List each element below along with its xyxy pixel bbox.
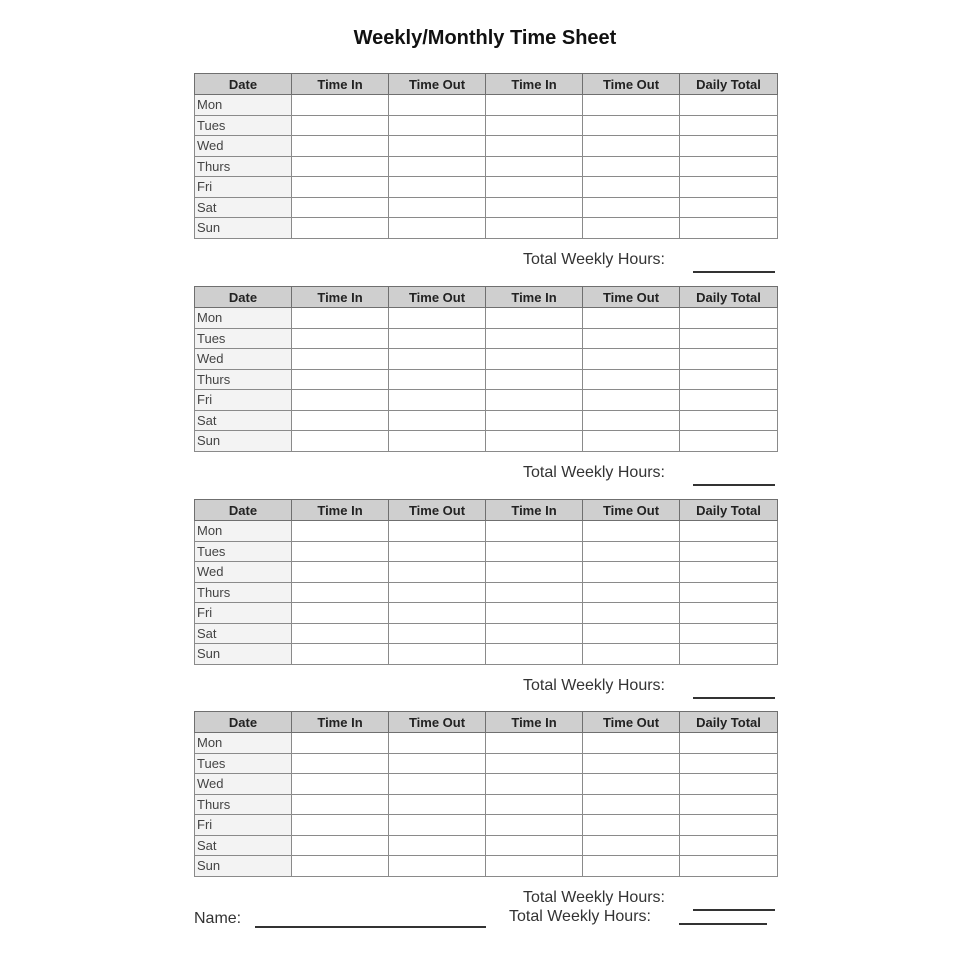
time-entry-cell[interactable] bbox=[486, 644, 583, 665]
time-entry-cell[interactable] bbox=[680, 115, 778, 136]
time-entry-cell[interactable] bbox=[486, 835, 583, 856]
time-entry-cell[interactable] bbox=[583, 623, 680, 644]
table-row bbox=[195, 328, 778, 349]
time-entry-cell[interactable] bbox=[389, 753, 486, 774]
time-entry-cell[interactable] bbox=[583, 521, 680, 542]
name-label: Name: bbox=[194, 910, 242, 927]
table-row bbox=[195, 733, 778, 754]
day-label: Fri bbox=[195, 815, 292, 836]
header-row bbox=[195, 500, 778, 521]
time-entry-cell[interactable] bbox=[680, 156, 778, 177]
table-row bbox=[195, 603, 778, 624]
table-row bbox=[195, 541, 778, 562]
table-row bbox=[195, 349, 778, 370]
table-row bbox=[195, 794, 778, 815]
day-label: Fri bbox=[195, 390, 292, 411]
time-entry-cell[interactable] bbox=[583, 733, 680, 754]
time-entry-cell[interactable] bbox=[486, 218, 583, 239]
table-row bbox=[195, 582, 778, 603]
time-entry-cell[interactable] bbox=[680, 410, 778, 431]
table-row bbox=[195, 197, 778, 218]
table-row bbox=[195, 308, 778, 329]
time-entry-cell[interactable] bbox=[680, 136, 778, 157]
time-entry-cell[interactable] bbox=[486, 521, 583, 542]
time-entry-cell[interactable] bbox=[486, 328, 583, 349]
time-entry-cell[interactable] bbox=[680, 774, 778, 795]
time-entry-cell[interactable] bbox=[583, 541, 680, 562]
time-entry-cell[interactable] bbox=[583, 794, 680, 815]
time-entry-cell[interactable] bbox=[486, 541, 583, 562]
day-label: Mon bbox=[195, 733, 292, 754]
time-entry-cell[interactable] bbox=[389, 541, 486, 562]
time-entry-cell[interactable] bbox=[292, 308, 389, 329]
time-entry-cell[interactable] bbox=[680, 603, 778, 624]
time-entry-cell[interactable] bbox=[389, 308, 486, 329]
time-entry-cell[interactable] bbox=[389, 856, 486, 877]
time-entry-cell[interactable] bbox=[292, 521, 389, 542]
day-label: Sat bbox=[195, 623, 292, 644]
time-entry-cell[interactable] bbox=[292, 856, 389, 877]
day-label: Tues bbox=[195, 328, 292, 349]
time-entry-cell[interactable] bbox=[389, 815, 486, 836]
table-row bbox=[195, 815, 778, 836]
day-label: Sat bbox=[195, 835, 292, 856]
week-block bbox=[194, 286, 778, 481]
time-entry-cell[interactable] bbox=[583, 603, 680, 624]
time-entry-cell[interactable] bbox=[389, 369, 486, 390]
header-row bbox=[195, 287, 778, 308]
time-entry-cell[interactable] bbox=[680, 753, 778, 774]
header-row bbox=[195, 712, 778, 733]
time-entry-cell[interactable] bbox=[389, 156, 486, 177]
time-entry-cell[interactable] bbox=[486, 177, 583, 198]
time-entry-cell[interactable] bbox=[292, 177, 389, 198]
time-entry-cell[interactable] bbox=[486, 349, 583, 370]
time-entry-cell[interactable] bbox=[389, 115, 486, 136]
time-entry-cell[interactable] bbox=[292, 815, 389, 836]
time-entry-cell[interactable] bbox=[583, 644, 680, 665]
day-label: Thurs bbox=[195, 156, 292, 177]
page-title: Weekly/Monthly Time Sheet bbox=[353, 27, 617, 49]
time-entry-cell[interactable] bbox=[486, 582, 583, 603]
time-entry-cell[interactable] bbox=[583, 856, 680, 877]
time-entry-cell[interactable] bbox=[486, 136, 583, 157]
day-label: Mon bbox=[195, 95, 292, 116]
time-entry-cell[interactable] bbox=[583, 218, 680, 239]
time-entry-cell[interactable] bbox=[292, 623, 389, 644]
time-entry-cell[interactable] bbox=[680, 562, 778, 583]
time-entry-cell[interactable] bbox=[389, 794, 486, 815]
day-label: Fri bbox=[195, 603, 292, 624]
time-entry-cell[interactable] bbox=[389, 328, 486, 349]
column-header: Time In bbox=[486, 500, 583, 521]
time-entry-cell[interactable] bbox=[292, 644, 389, 665]
column-header: Daily Total bbox=[680, 287, 778, 308]
time-entry-cell[interactable] bbox=[486, 753, 583, 774]
time-entry-cell[interactable] bbox=[292, 349, 389, 370]
table-row bbox=[195, 431, 778, 452]
time-entry-cell[interactable] bbox=[292, 603, 389, 624]
column-header: Daily Total bbox=[680, 74, 778, 95]
time-entry-cell[interactable] bbox=[680, 856, 778, 877]
day-label: Thurs bbox=[195, 582, 292, 603]
time-entry-cell[interactable] bbox=[583, 431, 680, 452]
time-entry-cell[interactable] bbox=[292, 431, 389, 452]
time-entry-cell[interactable] bbox=[680, 177, 778, 198]
timesheet-table bbox=[194, 73, 778, 239]
time-entry-cell[interactable] bbox=[680, 218, 778, 239]
time-entry-cell[interactable] bbox=[583, 753, 680, 774]
time-entry-cell[interactable] bbox=[389, 390, 486, 411]
time-entry-cell[interactable] bbox=[680, 521, 778, 542]
day-label: Sun bbox=[195, 856, 292, 877]
time-entry-cell[interactable] bbox=[389, 603, 486, 624]
time-entry-cell[interactable] bbox=[680, 582, 778, 603]
table-row bbox=[195, 95, 778, 116]
table-row bbox=[195, 177, 778, 198]
time-entry-cell[interactable] bbox=[389, 644, 486, 665]
day-label: Thurs bbox=[195, 794, 292, 815]
time-entry-cell[interactable] bbox=[583, 136, 680, 157]
time-entry-cell[interactable] bbox=[292, 582, 389, 603]
footer-total-label: Total Weekly Hours: bbox=[509, 908, 651, 925]
time-entry-cell[interactable] bbox=[583, 582, 680, 603]
week-block bbox=[194, 499, 778, 694]
weekly-total-row bbox=[194, 251, 777, 275]
column-header: Time Out bbox=[389, 500, 486, 521]
column-header: Time In bbox=[486, 74, 583, 95]
time-entry-cell[interactable] bbox=[389, 177, 486, 198]
time-entry-cell[interactable] bbox=[389, 835, 486, 856]
column-header: Time In bbox=[292, 500, 389, 521]
table-row bbox=[195, 753, 778, 774]
time-entry-cell[interactable] bbox=[389, 349, 486, 370]
time-entry-cell[interactable] bbox=[389, 410, 486, 431]
total-weekly-hours-label: Total Weekly Hours: bbox=[523, 464, 665, 481]
time-entry-cell[interactable] bbox=[292, 218, 389, 239]
day-label: Tues bbox=[195, 753, 292, 774]
column-header: Time Out bbox=[583, 287, 680, 308]
time-entry-cell[interactable] bbox=[486, 390, 583, 411]
time-entry-cell[interactable] bbox=[292, 136, 389, 157]
header-row bbox=[195, 74, 778, 95]
time-entry-cell[interactable] bbox=[583, 177, 680, 198]
table-row bbox=[195, 835, 778, 856]
time-entry-cell[interactable] bbox=[486, 115, 583, 136]
table-row bbox=[195, 218, 778, 239]
table-row bbox=[195, 644, 778, 665]
column-header: Date bbox=[195, 500, 292, 521]
time-entry-cell[interactable] bbox=[583, 328, 680, 349]
column-header: Date bbox=[195, 287, 292, 308]
time-entry-cell[interactable] bbox=[486, 197, 583, 218]
time-entry-cell[interactable] bbox=[680, 349, 778, 370]
time-entry-cell[interactable] bbox=[486, 733, 583, 754]
time-entry-cell[interactable] bbox=[583, 390, 680, 411]
day-label: Wed bbox=[195, 349, 292, 370]
table-row bbox=[195, 115, 778, 136]
total-weekly-hours-field-line[interactable] bbox=[693, 271, 775, 273]
timesheet-table bbox=[194, 499, 778, 665]
timesheet-table bbox=[194, 711, 778, 877]
day-label: Sun bbox=[195, 431, 292, 452]
time-entry-cell[interactable] bbox=[486, 410, 583, 431]
time-entry-cell[interactable] bbox=[680, 644, 778, 665]
time-entry-cell[interactable] bbox=[680, 835, 778, 856]
time-entry-cell[interactable] bbox=[680, 308, 778, 329]
time-entry-cell[interactable] bbox=[583, 410, 680, 431]
time-entry-cell[interactable] bbox=[389, 562, 486, 583]
week-block bbox=[194, 73, 778, 268]
time-entry-cell[interactable] bbox=[680, 733, 778, 754]
time-entry-cell[interactable] bbox=[389, 95, 486, 116]
time-entry-cell[interactable] bbox=[486, 856, 583, 877]
table-row bbox=[195, 136, 778, 157]
time-entry-cell[interactable] bbox=[486, 623, 583, 644]
day-label: Sun bbox=[195, 644, 292, 665]
table-row bbox=[195, 774, 778, 795]
time-entry-cell[interactable] bbox=[292, 369, 389, 390]
column-header: Time Out bbox=[583, 500, 680, 521]
total-weekly-hours-label: Total Weekly Hours: bbox=[523, 251, 665, 268]
day-label: Tues bbox=[195, 115, 292, 136]
time-entry-cell[interactable] bbox=[292, 410, 389, 431]
time-entry-cell[interactable] bbox=[292, 774, 389, 795]
column-header: Daily Total bbox=[680, 500, 778, 521]
time-entry-cell[interactable] bbox=[292, 115, 389, 136]
time-entry-cell[interactable] bbox=[680, 369, 778, 390]
time-entry-cell[interactable] bbox=[486, 603, 583, 624]
column-header: Date bbox=[195, 74, 292, 95]
day-label: Fri bbox=[195, 177, 292, 198]
time-entry-cell[interactable] bbox=[583, 308, 680, 329]
total-weekly-hours-field-line[interactable] bbox=[693, 697, 775, 699]
column-header: Time Out bbox=[389, 74, 486, 95]
timesheet-table bbox=[194, 286, 778, 452]
time-entry-cell[interactable] bbox=[292, 156, 389, 177]
time-entry-cell[interactable] bbox=[680, 197, 778, 218]
time-entry-cell[interactable] bbox=[680, 794, 778, 815]
time-entry-cell[interactable] bbox=[292, 733, 389, 754]
time-entry-cell[interactable] bbox=[486, 308, 583, 329]
day-label: Tues bbox=[195, 541, 292, 562]
time-entry-cell[interactable] bbox=[680, 623, 778, 644]
time-entry-cell[interactable] bbox=[389, 774, 486, 795]
time-entry-cell[interactable] bbox=[680, 431, 778, 452]
time-entry-cell[interactable] bbox=[389, 733, 486, 754]
time-entry-cell[interactable] bbox=[583, 835, 680, 856]
day-label: Wed bbox=[195, 562, 292, 583]
week-block bbox=[194, 711, 778, 906]
column-header: Time Out bbox=[583, 74, 680, 95]
time-entry-cell[interactable] bbox=[292, 95, 389, 116]
footer-total-field-line[interactable] bbox=[679, 923, 767, 925]
total-weekly-hours-label: Total Weekly Hours: bbox=[523, 889, 665, 906]
column-header: Time In bbox=[292, 712, 389, 733]
time-entry-cell[interactable] bbox=[389, 218, 486, 239]
time-entry-cell[interactable] bbox=[583, 115, 680, 136]
table-row bbox=[195, 562, 778, 583]
time-entry-cell[interactable] bbox=[680, 328, 778, 349]
table-row bbox=[195, 410, 778, 431]
time-entry-cell[interactable] bbox=[292, 541, 389, 562]
day-label: Sat bbox=[195, 197, 292, 218]
time-entry-cell[interactable] bbox=[680, 815, 778, 836]
column-header: Time Out bbox=[389, 712, 486, 733]
time-entry-cell[interactable] bbox=[486, 815, 583, 836]
time-entry-cell[interactable] bbox=[486, 794, 583, 815]
time-entry-cell[interactable] bbox=[486, 95, 583, 116]
time-entry-cell[interactable] bbox=[583, 562, 680, 583]
column-header: Time In bbox=[486, 712, 583, 733]
time-entry-cell[interactable] bbox=[583, 774, 680, 795]
day-label: Thurs bbox=[195, 369, 292, 390]
day-label: Mon bbox=[195, 521, 292, 542]
day-label: Sun bbox=[195, 218, 292, 239]
time-entry-cell[interactable] bbox=[680, 541, 778, 562]
total-weekly-hours-label: Total Weekly Hours: bbox=[523, 677, 665, 694]
column-header: Time In bbox=[292, 74, 389, 95]
table-row bbox=[195, 521, 778, 542]
time-entry-cell[interactable] bbox=[292, 328, 389, 349]
column-header: Time In bbox=[486, 287, 583, 308]
time-entry-cell[interactable] bbox=[680, 390, 778, 411]
time-entry-cell[interactable] bbox=[583, 95, 680, 116]
time-entry-cell[interactable] bbox=[292, 562, 389, 583]
weekly-total-row bbox=[194, 464, 777, 488]
table-row bbox=[195, 390, 778, 411]
table-row bbox=[195, 156, 778, 177]
day-label: Sat bbox=[195, 410, 292, 431]
time-entry-cell[interactable] bbox=[292, 794, 389, 815]
day-label: Wed bbox=[195, 774, 292, 795]
day-label: Mon bbox=[195, 308, 292, 329]
column-header: Daily Total bbox=[680, 712, 778, 733]
time-entry-cell[interactable] bbox=[486, 431, 583, 452]
column-header: Time Out bbox=[389, 287, 486, 308]
weekly-total-row bbox=[194, 677, 777, 701]
table-row bbox=[195, 856, 778, 877]
time-entry-cell[interactable] bbox=[389, 623, 486, 644]
time-entry-cell[interactable] bbox=[583, 369, 680, 390]
time-entry-cell[interactable] bbox=[389, 197, 486, 218]
time-entry-cell[interactable] bbox=[583, 815, 680, 836]
day-label: Wed bbox=[195, 136, 292, 157]
time-entry-cell[interactable] bbox=[486, 369, 583, 390]
time-entry-cell[interactable] bbox=[583, 349, 680, 370]
time-entry-cell[interactable] bbox=[583, 197, 680, 218]
total-weekly-hours-field-line[interactable] bbox=[693, 484, 775, 486]
name-field-line[interactable] bbox=[255, 926, 486, 928]
time-entry-cell[interactable] bbox=[680, 95, 778, 116]
time-entry-cell[interactable] bbox=[389, 582, 486, 603]
time-entry-cell[interactable] bbox=[292, 390, 389, 411]
time-entry-cell[interactable] bbox=[389, 136, 486, 157]
footer bbox=[0, 908, 970, 938]
time-entry-cell[interactable] bbox=[486, 562, 583, 583]
time-entry-cell[interactable] bbox=[389, 431, 486, 452]
time-entry-cell[interactable] bbox=[486, 156, 583, 177]
time-entry-cell[interactable] bbox=[292, 753, 389, 774]
time-entry-cell[interactable] bbox=[486, 774, 583, 795]
table-row bbox=[195, 623, 778, 644]
column-header: Time In bbox=[292, 287, 389, 308]
time-entry-cell[interactable] bbox=[583, 156, 680, 177]
table-row bbox=[195, 369, 778, 390]
time-entry-cell[interactable] bbox=[292, 197, 389, 218]
column-header: Date bbox=[195, 712, 292, 733]
column-header: Time Out bbox=[583, 712, 680, 733]
time-entry-cell[interactable] bbox=[292, 835, 389, 856]
time-entry-cell[interactable] bbox=[389, 521, 486, 542]
